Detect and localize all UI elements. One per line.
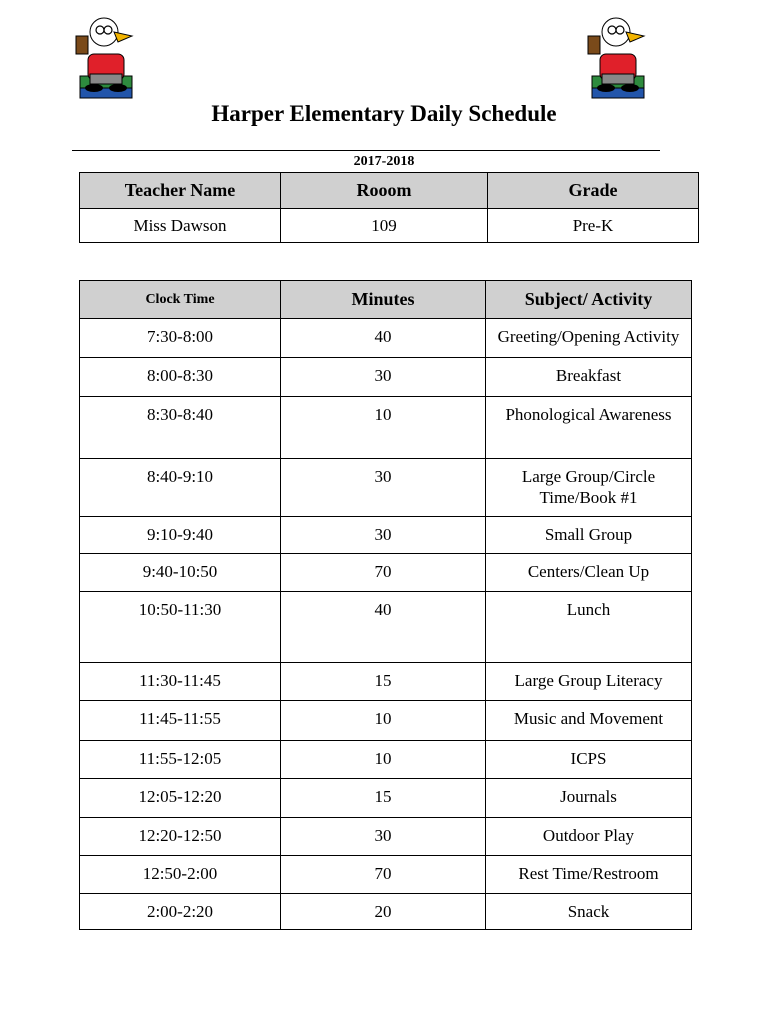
minutes-cell: 70: [281, 856, 486, 894]
activity-header: Subject/ Activity: [486, 281, 692, 319]
schedule-table: [79, 280, 692, 930]
clock-time-cell: 11:55-12:05: [80, 741, 281, 779]
minutes-cell: 30: [281, 358, 486, 397]
minutes-cell: 70: [281, 554, 486, 592]
schedule-header-row: [80, 281, 692, 319]
table-row: [80, 856, 692, 894]
clock-time-cell: 9:40-10:50: [80, 554, 281, 592]
page-title: Harper Elementary Daily Schedule: [211, 101, 557, 126]
clock-time-cell: 11:30-11:45: [80, 663, 281, 701]
clock-time-cell: 12:20-12:50: [80, 818, 281, 856]
grade-value: Pre-K: [488, 209, 699, 243]
activity-cell: Centers/Clean Up: [486, 554, 692, 592]
minutes-cell: 15: [281, 663, 486, 701]
clock-time-cell: 8:00-8:30: [80, 358, 281, 397]
activity-cell: Breakfast: [486, 358, 692, 397]
table-row: [80, 894, 692, 930]
minutes-cell: 10: [281, 701, 486, 741]
minutes-cell: 30: [281, 459, 486, 517]
info-value-row: [80, 209, 699, 243]
activity-cell: Greeting/Opening Activity: [486, 319, 692, 358]
table-row: [80, 663, 692, 701]
table-row: [80, 459, 692, 517]
grade-header: Grade: [488, 173, 699, 209]
table-row: [80, 319, 692, 358]
table-row: [80, 779, 692, 818]
clock-time-cell: 12:05-12:20: [80, 779, 281, 818]
activity-cell: Snack: [486, 894, 692, 930]
table-row: [80, 554, 692, 592]
minutes-cell: 10: [281, 741, 486, 779]
teacher-name-header: Teacher Name: [80, 173, 281, 209]
activity-cell: Small Group: [486, 517, 692, 554]
minutes-cell: 40: [281, 592, 486, 663]
activity-cell: Outdoor Play: [486, 818, 692, 856]
clock-time-cell: 9:10-9:40: [80, 517, 281, 554]
minutes-cell: 30: [281, 818, 486, 856]
clock-time-cell: 2:00-2:20: [80, 894, 281, 930]
activity-cell: Large Group/Circle Time/Book #1: [486, 459, 692, 517]
eagle-mascot-right-icon: [586, 14, 650, 112]
minutes-cell: 10: [281, 397, 486, 459]
activity-cell: Rest Time/Restroom: [486, 856, 692, 894]
clock-time-header: Clock Time: [80, 281, 281, 319]
info-header-row: [80, 173, 699, 209]
room-value: 109: [281, 209, 488, 243]
activity-cell: ICPS: [486, 741, 692, 779]
teacher-name-value: Miss Dawson: [80, 209, 281, 243]
clock-time-cell: 12:50-2:00: [80, 856, 281, 894]
activity-cell: Large Group Literacy: [486, 663, 692, 701]
table-row: [80, 517, 692, 554]
clock-time-cell: 8:40-9:10: [80, 459, 281, 517]
teacher-info-table: [79, 172, 699, 243]
clock-time-cell: 10:50-11:30: [80, 592, 281, 663]
table-row: [80, 701, 692, 741]
clock-time-cell: 8:30-8:40: [80, 397, 281, 459]
activity-cell: Music and Movement: [486, 701, 692, 741]
room-header: Rooom: [281, 173, 488, 209]
title-divider: [72, 150, 660, 151]
school-year: 2017-2018: [353, 154, 415, 169]
activity-cell: Lunch: [486, 592, 692, 663]
table-row: [80, 358, 692, 397]
table-row: [80, 741, 692, 779]
minutes-header: Minutes: [281, 281, 486, 319]
minutes-cell: 40: [281, 319, 486, 358]
clock-time-cell: 7:30-8:00: [80, 319, 281, 358]
table-row: [80, 397, 692, 459]
minutes-cell: 30: [281, 517, 486, 554]
table-row: [80, 818, 692, 856]
activity-cell: Phonological Awareness: [486, 397, 692, 459]
eagle-mascot-left-icon: [74, 14, 138, 112]
activity-cell: Journals: [486, 779, 692, 818]
clock-time-cell: 11:45-11:55: [80, 701, 281, 741]
minutes-cell: 15: [281, 779, 486, 818]
minutes-cell: 20: [281, 894, 486, 930]
table-row: [80, 592, 692, 663]
